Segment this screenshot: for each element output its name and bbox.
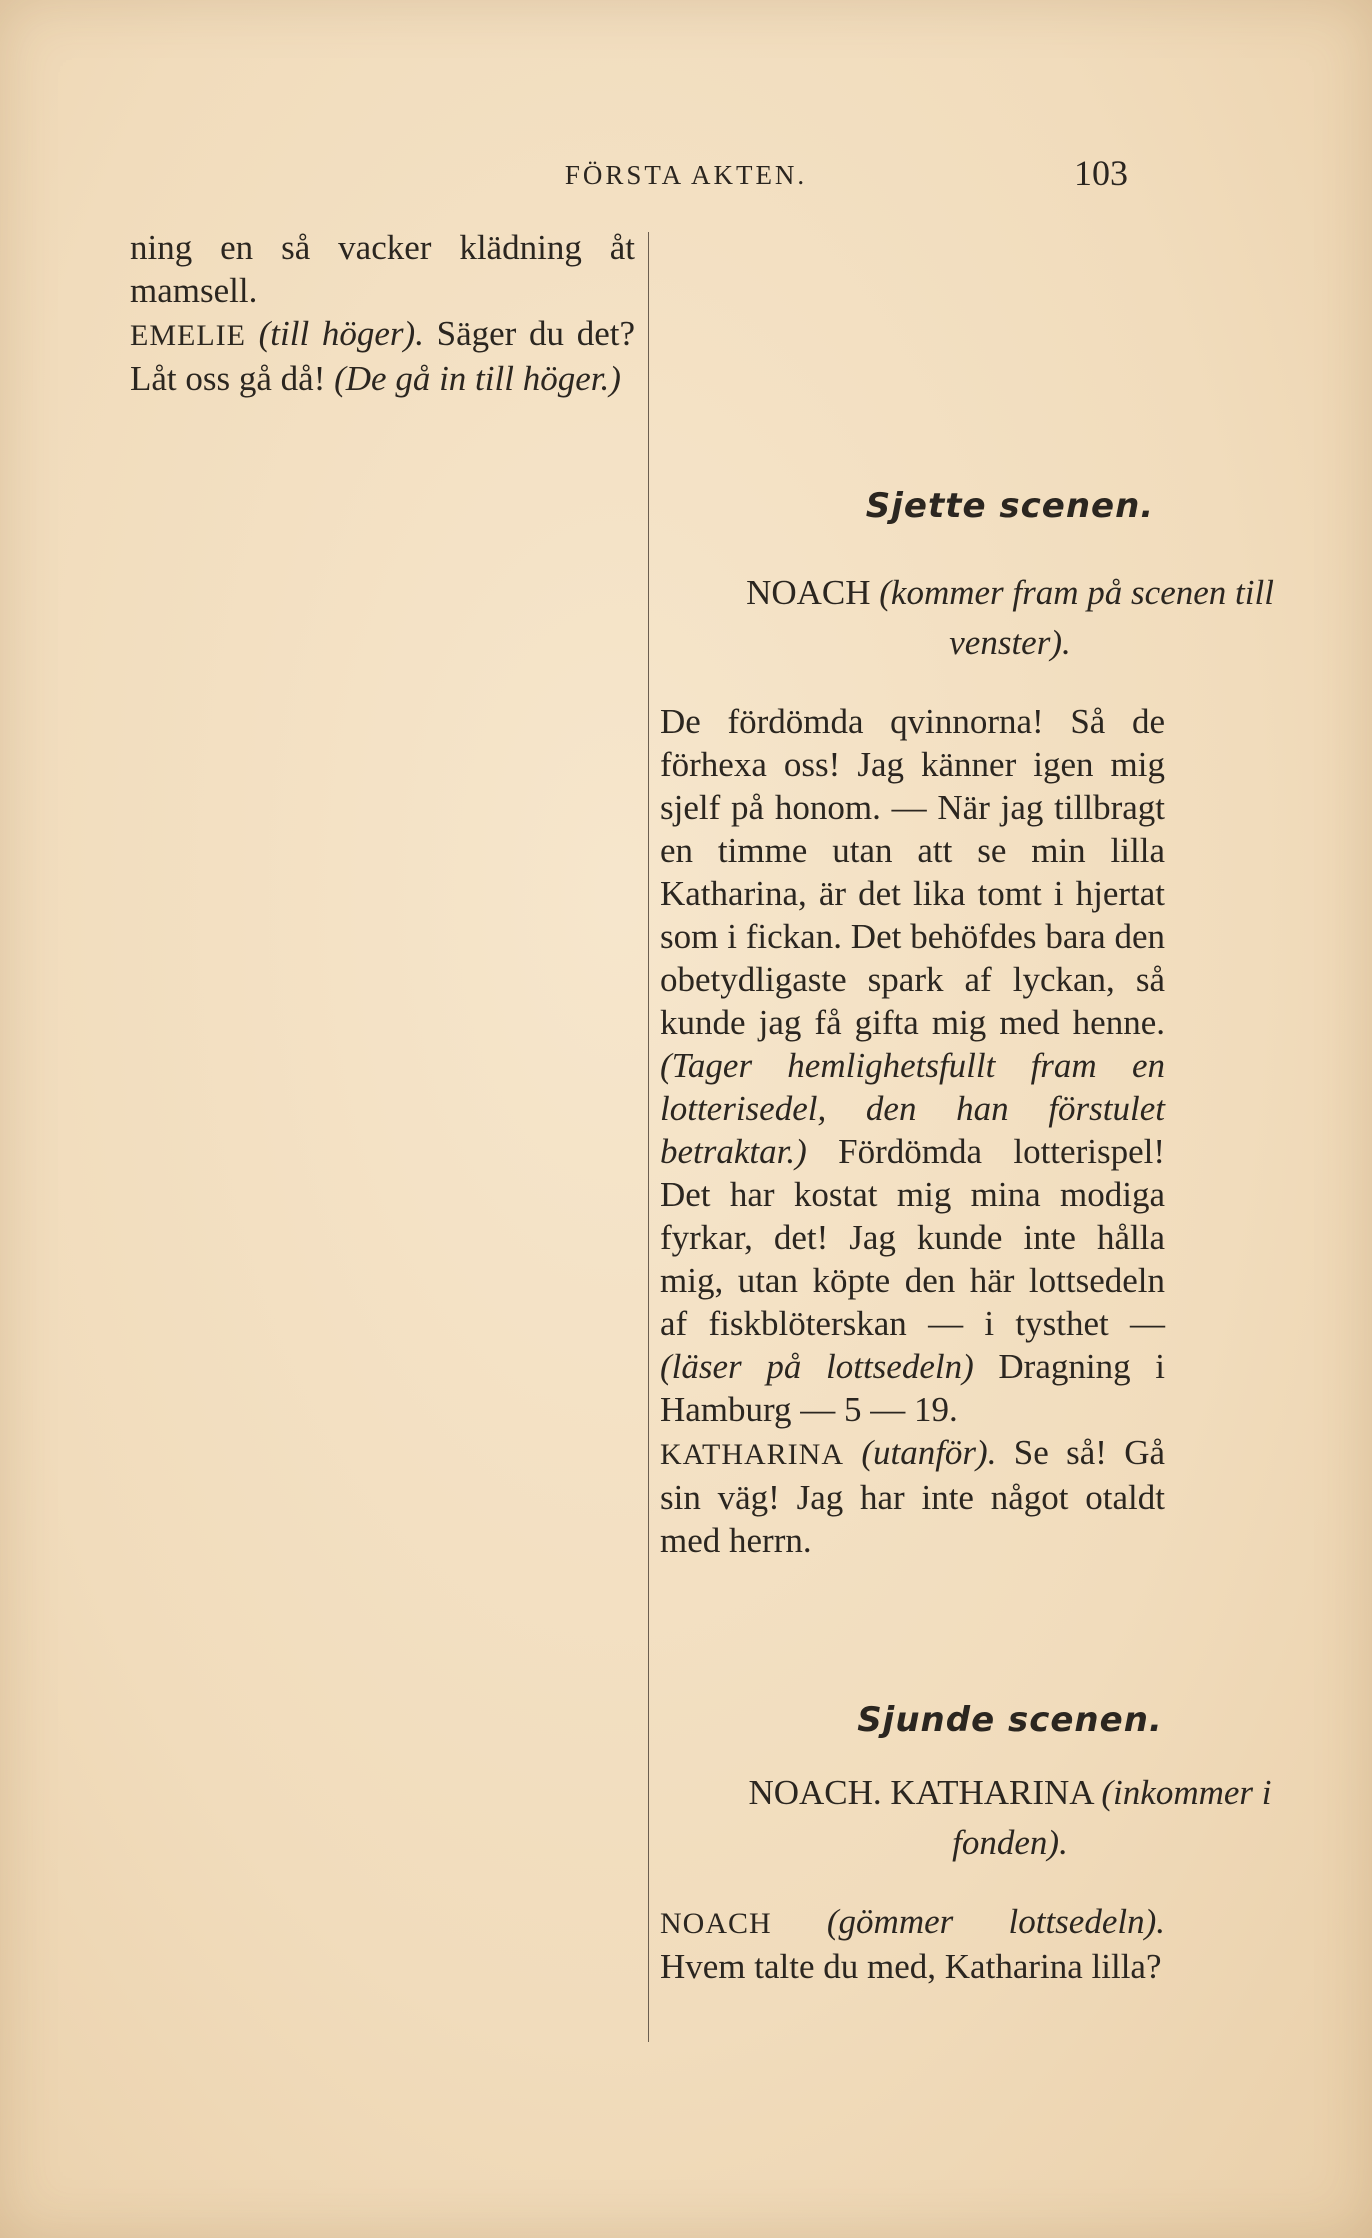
speech-block xyxy=(660,1900,1165,1988)
cast-direction: (inkommer i fonden). xyxy=(952,1773,1272,1862)
stage-direction: (läser på lottsedeln) xyxy=(660,1347,974,1386)
stage-direction: (utanför). xyxy=(861,1433,997,1472)
speech-text: De fördömda qvinnorna! Så de förhexa oss! Jag känner igen mig sjelf på honom. — När jag tillbragt en timme utan att se min lilla Katharina, är det lika tomt i hjertat som i fickan. Det behöfdes bara den obetydligaste spark af lyckan, så kunde jag få gifta mig med henne. xyxy=(660,702,1165,1042)
speech-block xyxy=(660,700,1165,1562)
cast-name-noach: NOACH xyxy=(746,573,871,612)
speech-text: Fördömda lotterispel! Det har kostat mig mina modiga fyrkar, det! Jag kunde inte hålla mig, utan köpte den här lottsedeln af fiskblöterskan — i tysthet — xyxy=(660,1132,1165,1343)
stage-direction-exit: (De gå in till höger.) xyxy=(334,359,621,398)
running-header-title: FÖRSTA AKTEN. xyxy=(564,160,808,190)
scene-heading-sjunde: Sjunde scenen. xyxy=(857,1700,1163,1740)
left-text-block xyxy=(130,226,635,400)
stage-direction: (gömmer lottsedeln). xyxy=(826,1902,1165,1941)
cast-direction: (kommer fram på scenen till venster). xyxy=(879,573,1274,662)
scene6-body xyxy=(660,700,1165,1562)
left-column xyxy=(130,226,635,400)
scene7-body xyxy=(660,1900,1165,1988)
scene-heading-sjette: Sjette scenen. xyxy=(865,486,1155,526)
left-line-continuation: ning en så vacker klädning åt mamsell. xyxy=(130,228,635,310)
stage-direction: (Tager hemlighetsfullt fram en lotterisedel, den han förstulet betraktar.) xyxy=(660,1046,1165,1171)
speech-text: Dragning i Hamburg — 5 — 19. xyxy=(660,1347,1165,1429)
speaker-emelie: EMELIE xyxy=(130,319,246,352)
cast-line-scene7 xyxy=(648,1768,1372,1868)
cast-line-scene6 xyxy=(648,568,1372,668)
page-number: 103 xyxy=(1074,153,1128,193)
speaker-katharina: KATHARINA xyxy=(660,1438,844,1471)
speaker-noach: NOACH xyxy=(660,1907,772,1940)
cast-names: NOACH. KATHARINA xyxy=(748,1773,1093,1812)
stage-direction: (till höger). xyxy=(258,314,424,353)
speech-text: Hvem talte du med, Katharina lilla? xyxy=(660,1947,1162,1986)
dialogue-text: Säger du det? Låt oss gå då! xyxy=(130,314,635,398)
speech-text: Se så! Gå sin väg! Jag har inte något otaldt med herrn. xyxy=(660,1433,1166,1560)
